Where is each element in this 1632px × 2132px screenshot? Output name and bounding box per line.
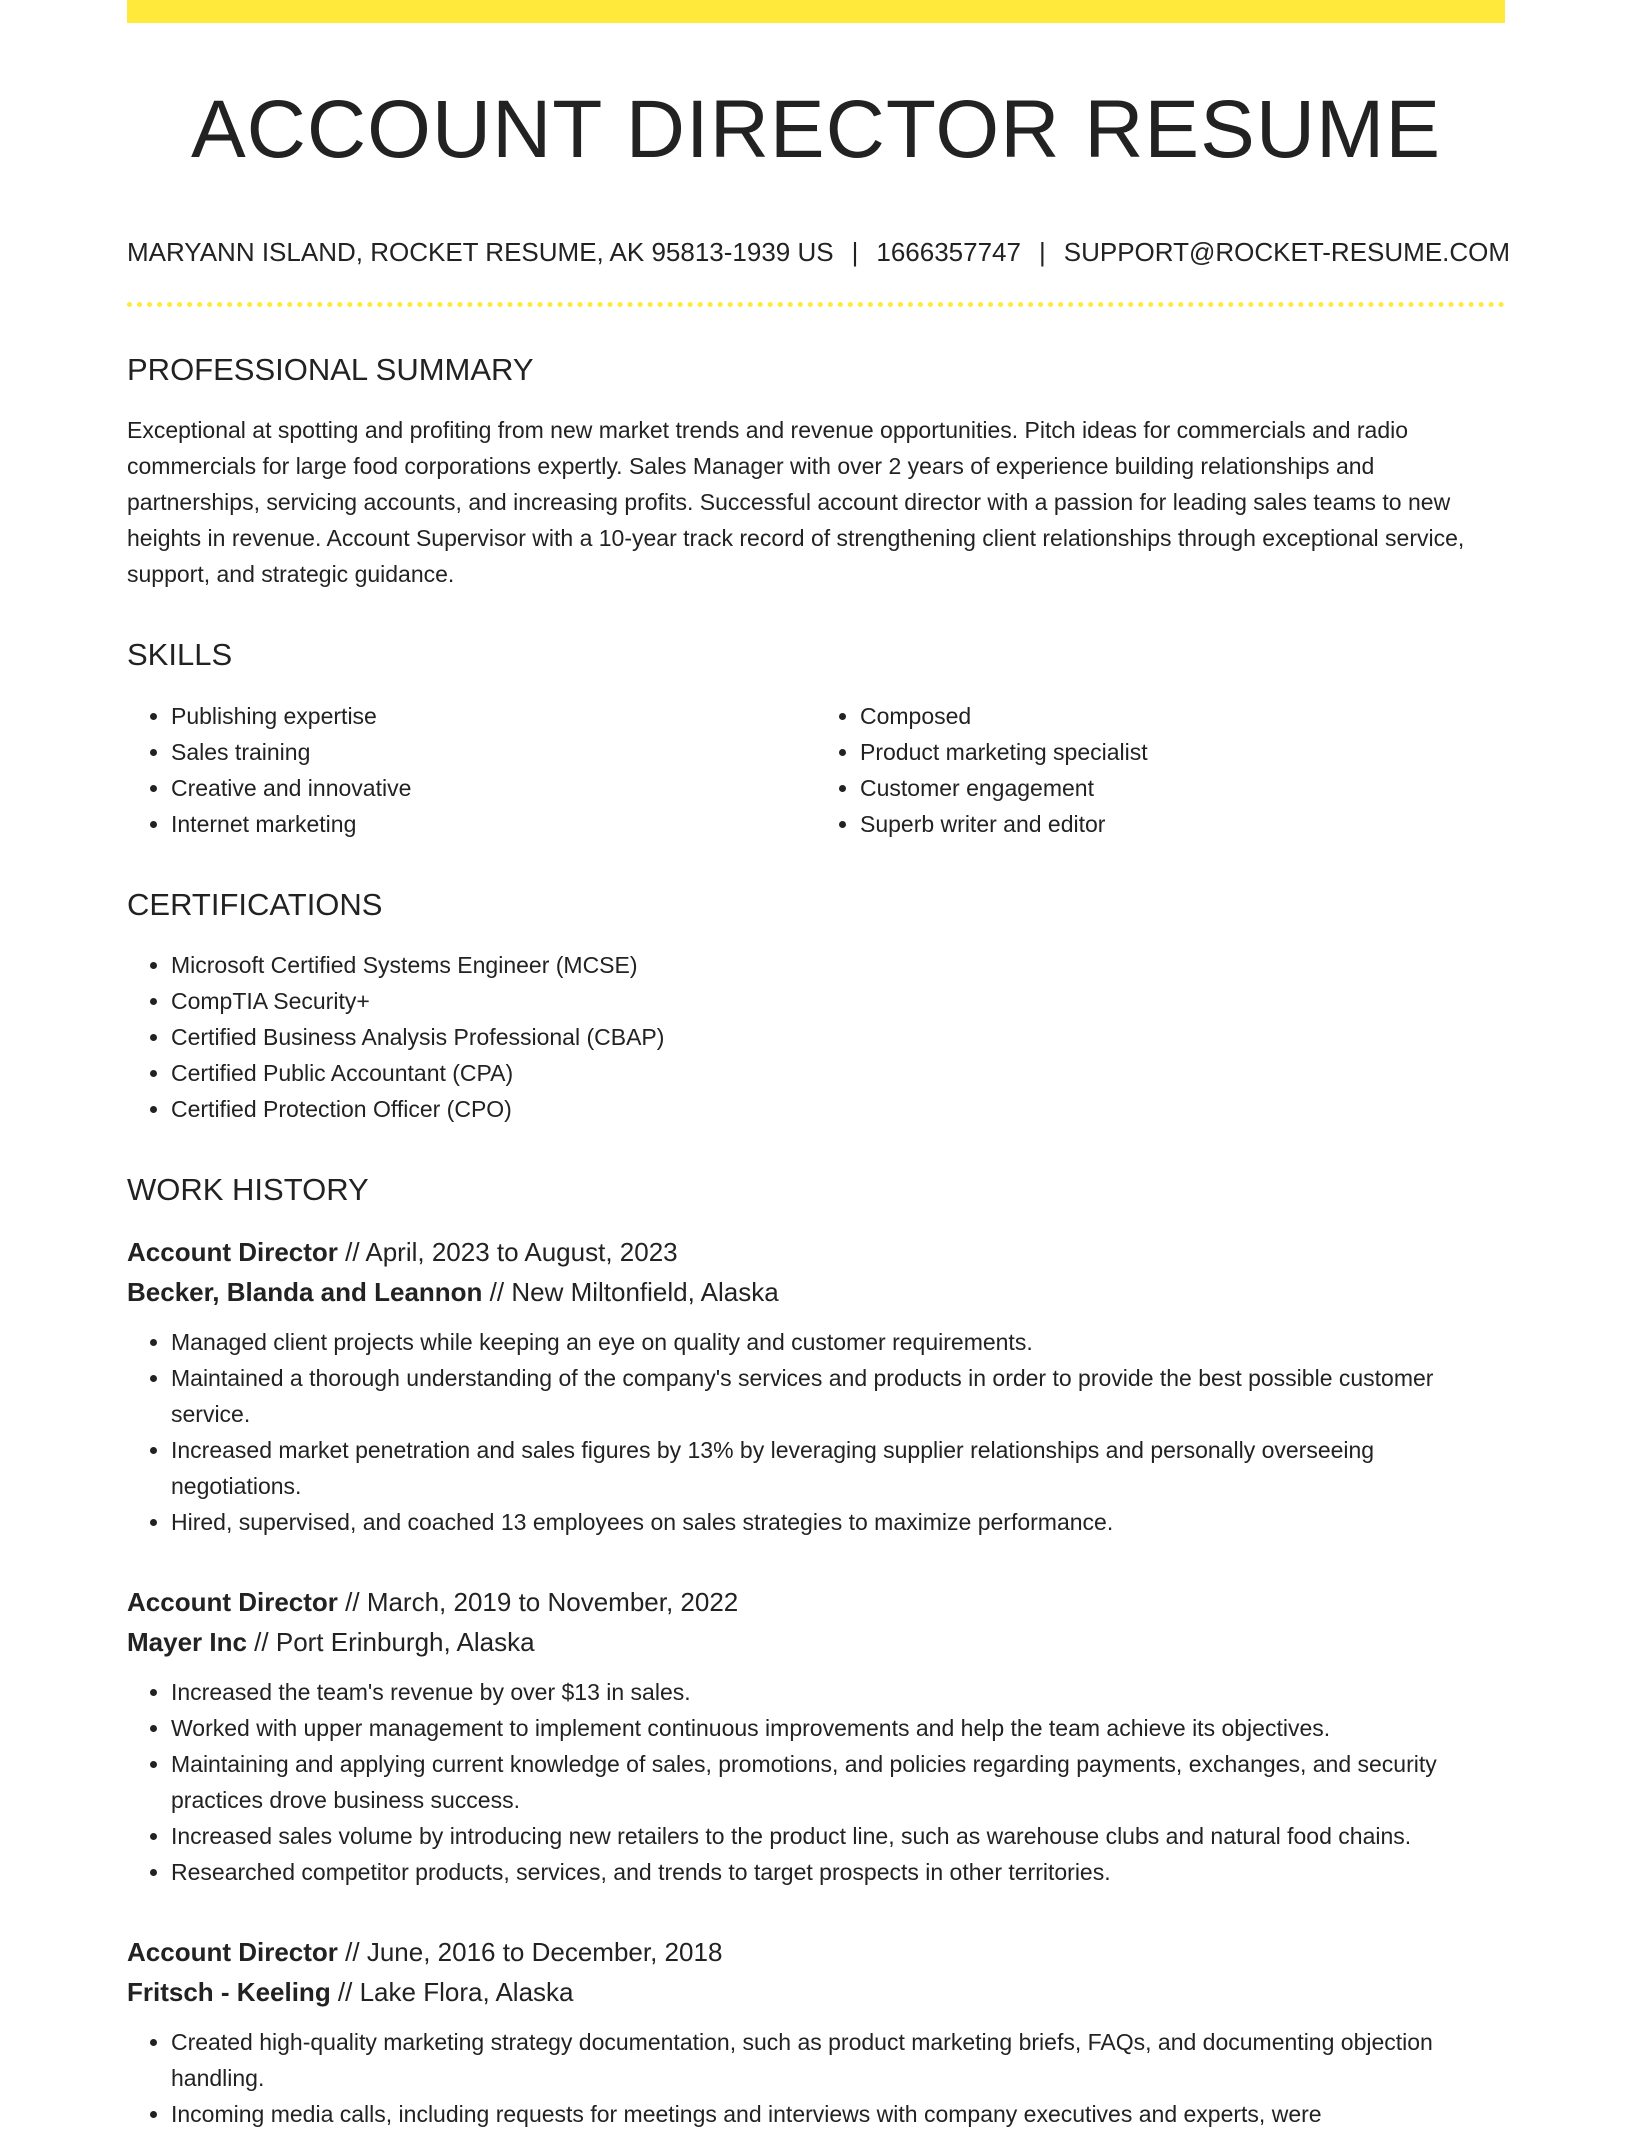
job-bullet: • Increased the team's revenue by over $13 in sales. bbox=[171, 1674, 1505, 1710]
certifications-list bbox=[127, 947, 1505, 1127]
job-bullet: • Increased sales volume by introducing new retailers to the product line, such as warehouse clubs and natural food chains. bbox=[171, 1818, 1505, 1854]
skill-item: • Internet marketing bbox=[171, 806, 816, 842]
contact-email[interactable]: SUPPORT@ROCKET-RESUME.COM bbox=[1063, 237, 1511, 268]
certification-item: • CompTIA Security+ bbox=[171, 983, 1505, 1019]
contact-line bbox=[127, 237, 1511, 268]
top-accent-bar bbox=[127, 0, 1505, 23]
certification-item: • Microsoft Certified Systems Engineer (MCSE) bbox=[171, 947, 1505, 983]
job-company: Mayer Inc bbox=[127, 1627, 247, 1658]
job-company: Fritsch - Keeling bbox=[127, 1977, 331, 2008]
skill-item: • Sales training bbox=[171, 734, 816, 770]
contact-separator: | bbox=[1038, 237, 1046, 268]
job-title: Account Director bbox=[127, 1587, 338, 1618]
skills-columns bbox=[127, 698, 1505, 842]
skill-item: • Customer engagement bbox=[860, 770, 1505, 806]
job-bullets bbox=[127, 2024, 1505, 2132]
skills-right-list bbox=[816, 698, 1505, 842]
job-bullet: • Incoming media calls, including requests for meetings and interviews with company executives and experts, were bbox=[171, 2096, 1505, 2132]
job-title-line bbox=[127, 1582, 1505, 1622]
certifications-heading: CERTIFICATIONS bbox=[127, 886, 383, 922]
dotted-divider bbox=[127, 302, 1505, 307]
job-bullet: • Created high-quality marketing strategy documentation, such as product marketing briefs, FAQs, and documenting objection handling. bbox=[171, 2024, 1505, 2096]
skills-heading: SKILLS bbox=[127, 637, 233, 673]
work-history-heading: WORK HISTORY bbox=[127, 1171, 369, 1207]
job-dates: // June, 2016 to December, 2018 bbox=[337, 1937, 723, 1968]
job-bullet: • Researched competitor products, services, and trends to target prospects in other territories. bbox=[171, 1854, 1505, 1890]
contact-separator: | bbox=[851, 237, 859, 268]
job-bullet: • Maintaining and applying current knowledge of sales, promotions, and policies regarding payments, exchanges, and security practices drove business success. bbox=[171, 1746, 1505, 1818]
skill-item: • Product marketing specialist bbox=[860, 734, 1505, 770]
job-location: // Lake Flora, Alaska bbox=[330, 1977, 574, 2008]
job-bullets bbox=[127, 1324, 1505, 1540]
job-dates: // March, 2019 to November, 2022 bbox=[337, 1587, 739, 1618]
job-bullets bbox=[127, 1674, 1505, 1890]
skill-item: • Composed bbox=[860, 698, 1505, 734]
summary-heading: PROFESSIONAL SUMMARY bbox=[127, 352, 534, 388]
summary-text: Exceptional at spotting and profiting from new market trends and revenue opportunities. Pitch ideas for commercials and radio commercials for large food corporations expertly. Sales Manager with over 2 years of experience building relationships and partnerships, servicing accounts, and increasing profits. Successful account director with a passion for leading sales teams to new heights in revenue. Account Supervisor with a 10-year track record of strengthening client relationships through exceptional service, support, and strategic guidance. bbox=[127, 417, 1465, 588]
job-title-line bbox=[127, 1932, 1505, 1972]
contact-address: MARYANN ISLAND, ROCKET RESUME, AK 95813-1939 US bbox=[127, 237, 834, 268]
job-company-line bbox=[127, 1272, 1505, 1312]
job-title-line bbox=[127, 1232, 1505, 1272]
certification-item: • Certified Business Analysis Professional (CBAP) bbox=[171, 1019, 1505, 1055]
job-entry bbox=[127, 1932, 1505, 2132]
job-bullet: • Increased market penetration and sales figures by 13% by leveraging supplier relationships and personally overseeing negotiations. bbox=[171, 1432, 1505, 1504]
resume-title: ACCOUNT DIRECTOR RESUME bbox=[190, 84, 1442, 175]
skills-left-list bbox=[127, 698, 816, 842]
job-entry bbox=[127, 1232, 1505, 1540]
skill-item: • Superb writer and editor bbox=[860, 806, 1505, 842]
job-bullet: • Worked with upper management to implement continuous improvements and help the team achieve its objectives. bbox=[171, 1710, 1505, 1746]
certification-item: • Certified Protection Officer (CPO) bbox=[171, 1091, 1505, 1127]
job-location: // New Miltonfield, Alaska bbox=[482, 1277, 779, 1308]
job-title: Account Director bbox=[127, 1237, 338, 1268]
job-title: Account Director bbox=[127, 1937, 338, 1968]
contact-phone: 1666357747 bbox=[876, 237, 1021, 268]
job-entry bbox=[127, 1582, 1505, 1890]
job-company-line bbox=[127, 1972, 1505, 2012]
job-bullet: • Hired, supervised, and coached 13 employees on sales strategies to maximize performance. bbox=[171, 1504, 1505, 1540]
job-dates: // April, 2023 to August, 2023 bbox=[337, 1237, 678, 1268]
certification-item: • Certified Public Accountant (CPA) bbox=[171, 1055, 1505, 1091]
job-location: // Port Erinburgh, Alaska bbox=[246, 1627, 535, 1658]
job-company-line bbox=[127, 1622, 1505, 1662]
resume-page bbox=[127, 0, 1511, 2132]
skill-item: • Creative and innovative bbox=[171, 770, 816, 806]
job-company: Becker, Blanda and Leannon bbox=[127, 1277, 483, 1308]
skill-item: • Publishing expertise bbox=[171, 698, 816, 734]
job-bullet: • Managed client projects while keeping an eye on quality and customer requirements. bbox=[171, 1324, 1505, 1360]
job-bullet: • Maintained a thorough understanding of the company's services and products in order to provide the best possible customer service. bbox=[171, 1360, 1505, 1432]
